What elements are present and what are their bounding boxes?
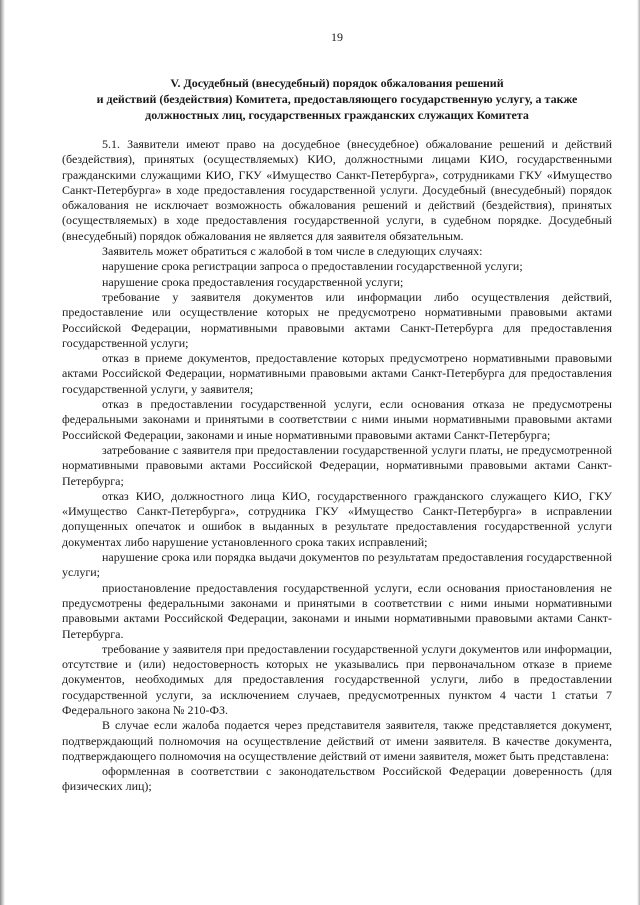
list-item: приостановление предоставления государственной услуги, если основания приостановления не предусмотрены федеральными законами и принятыми в соответствии с ними иными нормативными правовыми актами Российской Федерации, законами и иными нормативными правовыми актами Санкт-Петербурга.	[62, 580, 612, 641]
paragraph: В случае если жалоба подается через представителя заявителя, также представляется документ, подтверждающий полномочия на осуществление действий от имени заявителя. В качестве документа, подтверждающего полномочия на осуществление действий от имени заявителя, может быть представлена:	[62, 718, 612, 763]
document-page	[62, 30, 612, 795]
list-item: нарушение срока предоставления государственной услуги;	[102, 274, 404, 289]
list-item: требование у заявителя при предоставлении государственной услуги документов или информации, отсутствие и (или) недостоверность которых не указывались при первоначальном отказе в приеме документов, необходимых для предоставления государственной услуги, либо в предоставлении государственной услуги, за исключением случаев, предусмотренных пунктом 4 части 1 статьи 7 Федерального закона № 210-ФЗ.	[62, 641, 612, 717]
list-item: отказ в приеме документов, предоставление которых предусмотрено нормативными правовыми актами Российской Федерации, нормативными правовыми актами Санкт-Петербурга для предоставления государственной услуги, у заявителя;	[62, 351, 612, 396]
section-heading-line: V. Досудебный (внесудебный) порядок обжалования решений	[170, 76, 504, 90]
list-item: затребование с заявителя при предоставлении государственной услуги платы, не предусмотренной нормативными правовыми актами Российской Федерации, нормативными правовыми актами Санкт-Петербурга;	[62, 442, 612, 488]
section-heading	[62, 75, 612, 123]
section-heading-line: и действий (бездействия) Комитета, предоставляющего государственную услугу, а также	[96, 92, 578, 106]
list-item: отказ КИО, должностного лица КИО, государственного гражданского служащего КИО, ГКУ «Имущество Санкт-Петербурга», сотрудника ГКУ «Имущество Санкт-Петербурга» в исправлении допущенных опечаток и ошибок в выданных в результате предоставления государственной услуги документах либо нарушение установленного срока таких исправлений;	[62, 488, 612, 549]
paragraph: Заявитель может обратиться с жалобой в том числе в следующих случаях:	[102, 244, 483, 259]
list-item: нарушение срока регистрации запроса о предоставлении государственной услуги;	[102, 259, 523, 274]
scan-edge-left	[0, 0, 5, 905]
section-heading-line: должностных лиц, государственных гражданских служащих Комитета	[145, 108, 529, 122]
list-item: нарушение срока или порядка выдачи документов по результатам предоставления государственной услуги;	[62, 550, 612, 580]
document-body	[62, 137, 612, 795]
list-item: оформленная в соответствии с законодательством Российской Федерации доверенность (для физических лиц);	[62, 764, 612, 794]
list-item: отказ в предоставлении государственной услуги, если основания отказа не предусмотрены федеральными законами и принятыми в соответствии с ними иными нормативными правовыми актами Российской Федерации, законами и иные нормативными правовыми актами Санкт-Петербурга;	[62, 397, 612, 442]
page-number: 19	[331, 30, 343, 44]
paragraph: 5.1. Заявители имеют право на досудебное (внесудебное) обжалование решений и действий (бездействия), принятых (осуществляемых) КИО, должностными лицами КИО, государственными гражданскими служащими КИО, ГКУ «Имущество Санкт-Петербурга», сотрудниками ГКУ «Имущество Санкт-Петербурга» в ходе предоставления государственной услуги. Досудебный (внесудебный) порядок обжалования не исключает возможность обжалования решений и действий (бездействия), принятых (осуществляемых) в ходе предоставления государственной услуги, в судебном порядке. Досудебный (внесудебный) порядок обжалования не является для заявителя обязательным.	[62, 137, 612, 243]
list-item: требование у заявителя документов или информации либо осуществления действий, предоставление или осуществление которых не предусмотрено нормативными правовыми актами Российской Федерации, нормативными правовыми актами Санкт-Петербурга для предоставления государственной услуги;	[62, 289, 612, 350]
